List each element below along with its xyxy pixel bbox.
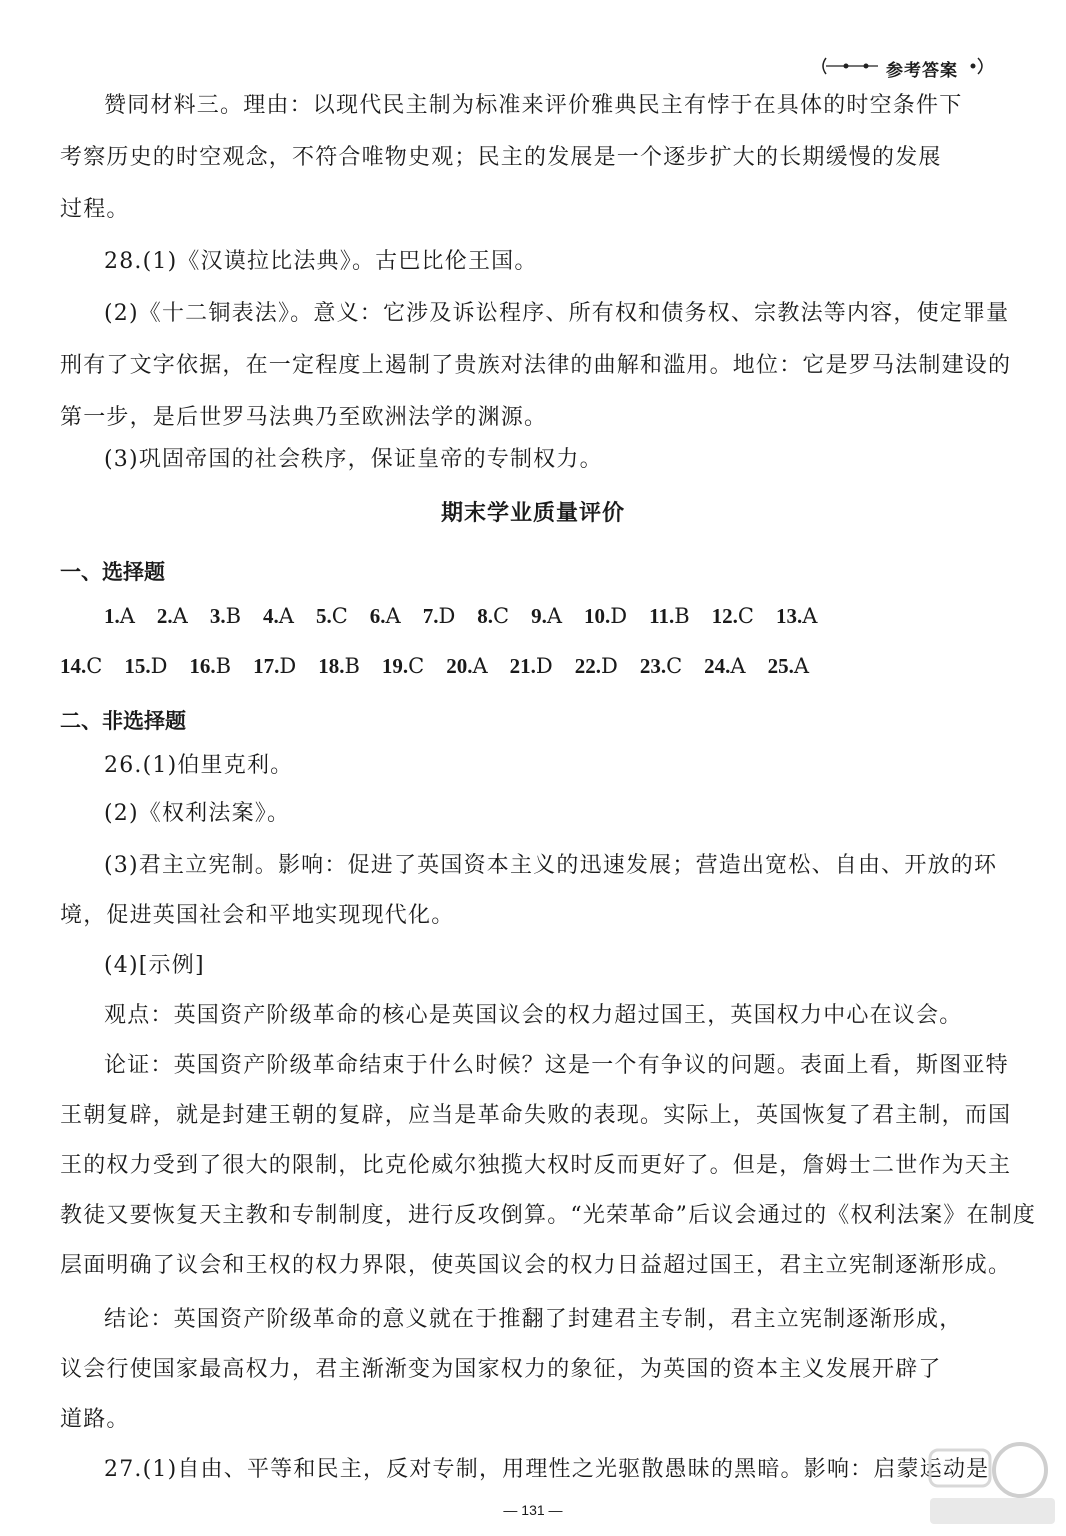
answer-item xyxy=(575,654,618,679)
paragraph-line: 考察历史的时空观念，不符合唯物史观；民主的发展是一个逐步扩大的长期缓慢的发展 xyxy=(60,145,942,170)
answer-item xyxy=(704,654,745,679)
paragraph-line: 第一步，是后世罗马法典乃至欧洲法学的渊源。 xyxy=(60,405,548,430)
answer-item xyxy=(776,604,817,629)
answer-number: 19. xyxy=(381,654,409,678)
answer-choice: A xyxy=(802,604,818,628)
paragraph-line: 赞同材料三。理由：以现代民主制为标准来评价雅典民主有悖于在具体的时空条件下 xyxy=(104,93,963,118)
answer-choice: A xyxy=(472,654,488,678)
page-number: — 131 — xyxy=(503,1502,563,1518)
answer-number: 24. xyxy=(704,654,731,678)
question-26-part-3: (3)君主立宪制。影响：促进了英国资本主义的迅速发展；营造出宽松、自由、开放的环 xyxy=(104,853,998,878)
answer-choice: C xyxy=(331,604,348,628)
answer-choice: C xyxy=(493,604,510,628)
answer-key-header xyxy=(818,54,988,81)
section-title: 期末学业质量评价 xyxy=(440,500,625,526)
answer-item xyxy=(189,654,231,679)
answer-choice: B xyxy=(674,604,690,628)
answer-choice: D xyxy=(438,604,456,628)
paragraph-line: 道路。 xyxy=(60,1407,130,1432)
answer-item xyxy=(316,604,348,629)
answer-item xyxy=(60,654,102,679)
answer-item xyxy=(477,604,509,629)
question-26-part-2: (2)《权利法案》。 xyxy=(104,801,291,826)
answer-number: 21. xyxy=(509,654,536,678)
heading-nonchoice-questions: 二、非选择题 xyxy=(60,708,186,733)
answer-number: 2. xyxy=(156,604,173,628)
answer-number: 15. xyxy=(124,654,151,678)
answer-choice: D xyxy=(600,654,618,678)
answer-item xyxy=(584,604,627,629)
answer-number: 14. xyxy=(60,654,87,678)
answer-choice: D xyxy=(150,654,168,678)
answer-item xyxy=(104,604,135,629)
answer-choice: C xyxy=(666,654,683,678)
answer-choice: D xyxy=(279,654,297,678)
answer-choice: A xyxy=(546,604,563,628)
answer-row-2 xyxy=(60,654,831,679)
paragraph-line: 过程。 xyxy=(60,197,130,222)
paragraph-line: 王的权力受到了很大的限制，比克伦威尔独揽大权时反而更好了。但是，詹姆士二世作为天主 xyxy=(60,1153,1012,1178)
paragraph-line: 刑有了文字依据，在一定程度上遏制了贵族对法律的曲解和滥用。地位：它是罗马法制建设的 xyxy=(60,353,1012,378)
question-28-part-2: (2)《十二铜表法》。意义：它涉及诉讼程序、所有权和债务权、宗教法等内容，使定罪量 xyxy=(104,301,1010,326)
answer-choice: D xyxy=(610,604,628,628)
answer-item xyxy=(446,654,487,679)
answer-number: 7. xyxy=(422,604,439,628)
answer-number: 3. xyxy=(209,604,226,628)
answer-item xyxy=(649,604,690,629)
question-27-part-1: 27.(1)自由、平等和民主，反对专制，用理性之光驱散愚昧的黑暗。影响：启蒙运动是 xyxy=(104,1457,990,1482)
answer-choice: A xyxy=(730,654,746,678)
answer-number: 11. xyxy=(649,604,675,628)
answer-number: 8. xyxy=(477,604,494,628)
answer-number: 5. xyxy=(315,604,332,628)
answer-choice: B xyxy=(225,604,242,628)
answer-choice: A xyxy=(793,654,809,678)
answer-row-1 xyxy=(104,604,839,629)
paragraph-line: 议会行使国家最高权力，君主渐渐变为国家权力的象征，为英国的资本主义发展开辟了 xyxy=(60,1357,942,1382)
answer-item xyxy=(210,604,241,629)
answer-choice: C xyxy=(86,654,103,678)
question-28-part-1: 28.(1)《汉谟拉比法典》。古巴比伦王国。 xyxy=(104,249,538,274)
answer-choice: D xyxy=(535,654,553,678)
paragraph-line: 境，促进英国社会和平地实现现代化。 xyxy=(60,903,455,928)
answer-item xyxy=(768,654,809,679)
answer-number: 1. xyxy=(104,604,120,628)
viewpoint-line: 观点：英国资产阶级革命的核心是英国议会的权力超过国王，英国权力中心在议会。 xyxy=(104,1003,963,1028)
conclusion-line: 结论：英国资产阶级革命的意义就在于推翻了封建君主专制，君主立宪制逐渐形成， xyxy=(104,1307,963,1332)
answer-choice: A xyxy=(278,604,294,628)
answer-number: 22. xyxy=(574,654,601,678)
answer-item xyxy=(253,654,296,679)
answer-item xyxy=(640,654,682,679)
answer-number: 25. xyxy=(767,654,794,678)
answer-number: 9. xyxy=(531,604,547,628)
answer-number: 4. xyxy=(263,604,279,628)
answer-number: 23. xyxy=(639,654,667,678)
answer-choice: C xyxy=(737,604,754,628)
answer-number: 10. xyxy=(584,604,611,628)
question-26-part-1: 26.(1)伯里克利。 xyxy=(104,753,294,778)
answer-item xyxy=(318,654,360,679)
answer-number: 6. xyxy=(369,604,386,628)
answer-item xyxy=(370,604,401,629)
answer-choice: B xyxy=(344,654,360,678)
answer-number: 12. xyxy=(711,604,738,628)
answer-choice: A xyxy=(119,604,135,628)
answer-item xyxy=(712,604,754,629)
answer-number: 18. xyxy=(318,654,345,678)
header-label: 参考答案 xyxy=(886,61,958,81)
answer-item xyxy=(531,604,562,629)
answer-choice: A xyxy=(385,604,401,628)
answer-item xyxy=(124,654,167,679)
heading-choice-questions: 一、选择题 xyxy=(60,559,165,584)
paragraph-line: 层面明确了议会和王权的权力界限，使英国议会的权力日益超过国王，君主立宪制逐渐形成。 xyxy=(60,1253,1012,1278)
argument-line: 论证：英国资产阶级革命结束于什么时候？这是一个有争议的问题。表面上看，斯图亚特 xyxy=(104,1053,1009,1078)
answer-item xyxy=(382,654,424,679)
answer-choice: C xyxy=(408,654,425,678)
answer-number: 20. xyxy=(446,654,473,678)
paragraph-line: 王朝复辟，就是封建王朝的复辟，应当是革命失败的表现。实际上，英国恢复了君主制，而国 xyxy=(60,1103,1012,1128)
answer-number: 13. xyxy=(776,604,803,628)
paragraph-line: 教徒又要恢复天主教和专制制度，进行反攻倒算。“光荣革命”后议会通过的《权利法案》在制度 xyxy=(60,1203,1037,1228)
answer-number: 17. xyxy=(253,654,280,678)
answer-choice: A xyxy=(172,604,188,628)
answer-item xyxy=(423,604,456,629)
answer-choice: B xyxy=(215,654,232,678)
answer-number: 16. xyxy=(189,654,216,678)
answer-item xyxy=(263,604,294,629)
answer-item xyxy=(510,654,553,679)
question-28-part-3: (3)巩固帝国的社会秩序，保证皇帝的专制权力。 xyxy=(104,447,603,472)
answer-item xyxy=(157,604,188,629)
question-26-part-4: (4)[示例] xyxy=(104,953,205,978)
